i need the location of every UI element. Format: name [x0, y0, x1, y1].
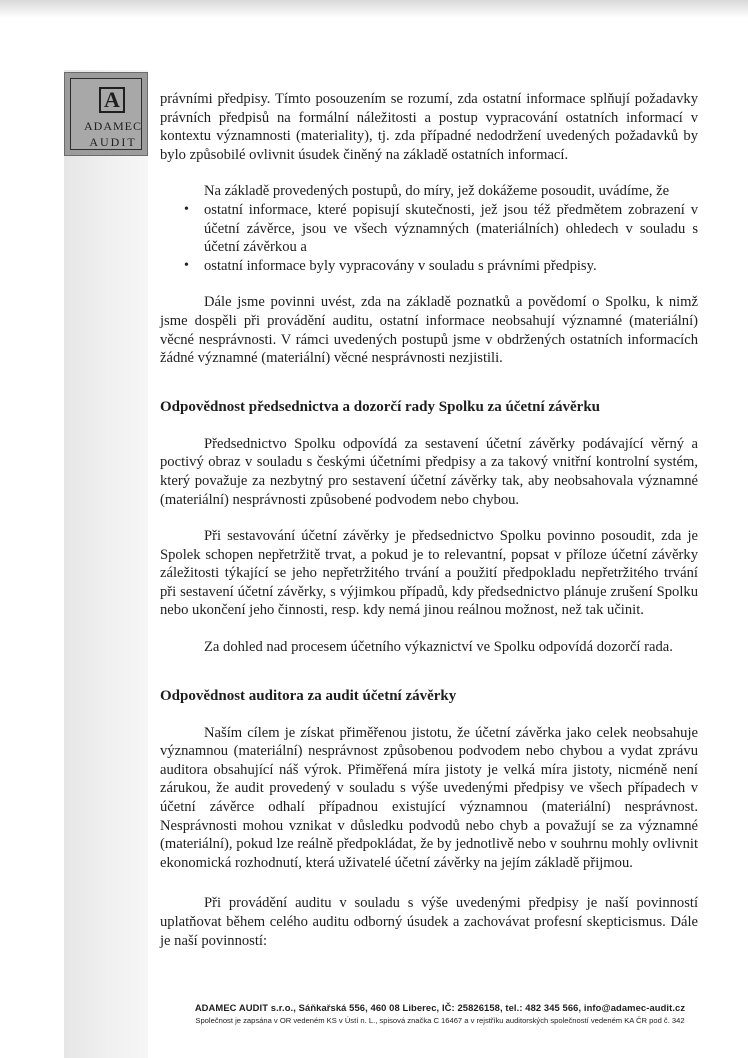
- footer-registration-line: Společnost je zapsána v OR vedeném KS v Ústí n. L., spisová značka C 16467 a v rejstříku auditorských společností vedeném KA ČR pod č. 342: [195, 1016, 685, 1025]
- management-paragraph-2: Při sestavování účetní závěrky je předsednictvo Spolku povinno posoudit, zda je Spolek schopen nepřetržitě trvat, a pokud je to relevantní, popsat v příloze účetní závěrky záležitosti týkající se jeho nepřetržitého trvání a použití předpokladu nepřetržitého trvání při sestavení účetní závěrky, s výjimkou případů, kdy předsednictvo plánuje zrušení Spolku nebo ukončení jeho činnosti, resp. kdy nemá jinou reálnou možnost, než tak učinit.: [160, 528, 698, 619]
- logo-name-line: ADAMEC: [83, 119, 142, 133]
- section-heading-auditor-responsibility: Odpovědnost auditora za audit účetní závěrky: [160, 687, 457, 704]
- misstatement-paragraph: Dále jsme povinni uvést, zda na základě poznatků a povědomí o Spolku, k nimž jsme dospěli při provádění auditu, ostatní informace neobsahují významné (materiální) věcné nesprávnosti. V rámci uvedených postupů jsme v obdržených ostatních informacích žádné významné (materiální) věcné nesprávnosti nezjistili.: [160, 294, 698, 367]
- page-footer: [160, 1001, 720, 1027]
- company-logo: [64, 72, 148, 156]
- bullet-item: • ostatní informace byly vypracovány v souladu s právními předpisy.: [160, 257, 698, 276]
- auditor-paragraph-1: Naším cílem je získat přiměřenou jistotu, že účetní závěrka jako celek neobsahuje významnou (materiální) nesprávnost způsobenou podvodem nebo chybou a vydat zprávu auditora obsahující náš výrok. Přiměřená míra jistoty je velká míra jistoty, nicméně není zárukou, že audit provedený v souladu s výše uvedenými předpisy ve všech případech v účetní závěrce odhalí případnou existující významnou (materiální) nesprávnost. Nesprávnosti mohou vznikat v důsledku podvodů nebo chyb a považují se za významné (materiální), pokud lze reálně předpokládat, že by jednotlivě nebo v souhrnu mohly ovlivnit ekonomická rozhodnutí, která uživatelé účetní závěrky na jejím základě přijmou.: [160, 724, 698, 871]
- bullet-list: [160, 201, 698, 275]
- auditor-paragraph-2: Při provádění auditu v souladu s výše uvedenými předpisy je naší povinností uplatňovat během celého auditu odborný úsudek a zachovávat profesní skepticismus. Dále je naší povinností:: [160, 895, 698, 949]
- logo-letter: A: [99, 87, 125, 113]
- intro-paragraph: právními předpisy. Tímto posouzením se rozumí, zda ostatní informace splňují požadavky právních předpisů na formální náležitosti a postup vypracování ostatních informací v kontextu významnosti (materiality), tj. zda případné nedodržení uvedených požadavků by bylo způsobilé ovlivnit úsudek činěný na základě ostatních informací.: [160, 91, 698, 163]
- management-paragraph-3: Za dohled nad procesem účetního výkaznictví ve Spolku odpovídá dozorčí rada.: [204, 639, 673, 656]
- logo-audit-line: AUDIT: [89, 135, 137, 149]
- letterhead-sidebar: [64, 70, 148, 1058]
- document-body: [160, 90, 698, 950]
- footer-company-line: ADAMEC AUDIT s.r.o., Sáňkařská 556, 460 08 Liberec, IČ: 25826158, tel.: 482 345 566, info@adamec-audit.cz: [194, 1002, 686, 1013]
- bullet-item: • ostatní informace, které popisují skutečnosti, jež jsou též předmětem zobrazení v účetní závěrce, jsou ve všech významných (materiálních) ohledech v souladu s účetní závěrkou a: [160, 201, 698, 257]
- scan-top-shadow: [0, 0, 748, 18]
- logo-frame: [70, 78, 142, 150]
- section-heading-management-responsibility: Odpovědnost předsednictva a dozorčí rady Spolku za účetní závěrku: [160, 398, 601, 415]
- procedures-lead: Na základě provedených postupů, do míry, jež dokážeme posoudit, uvádíme, že: [204, 183, 670, 200]
- management-paragraph-1: Předsednictvo Spolku odpovídá za sestavení účetní závěrky podávající věrný a poctivý obraz v souladu s českými účetními předpisy a za takový vnitřní kontrolní systém, který považuje za nezbytný pro sestavení účetní závěrky tak, aby neobsahovala významné (materiální) nesprávnosti způsobené podvodem nebo chybou.: [160, 435, 698, 508]
